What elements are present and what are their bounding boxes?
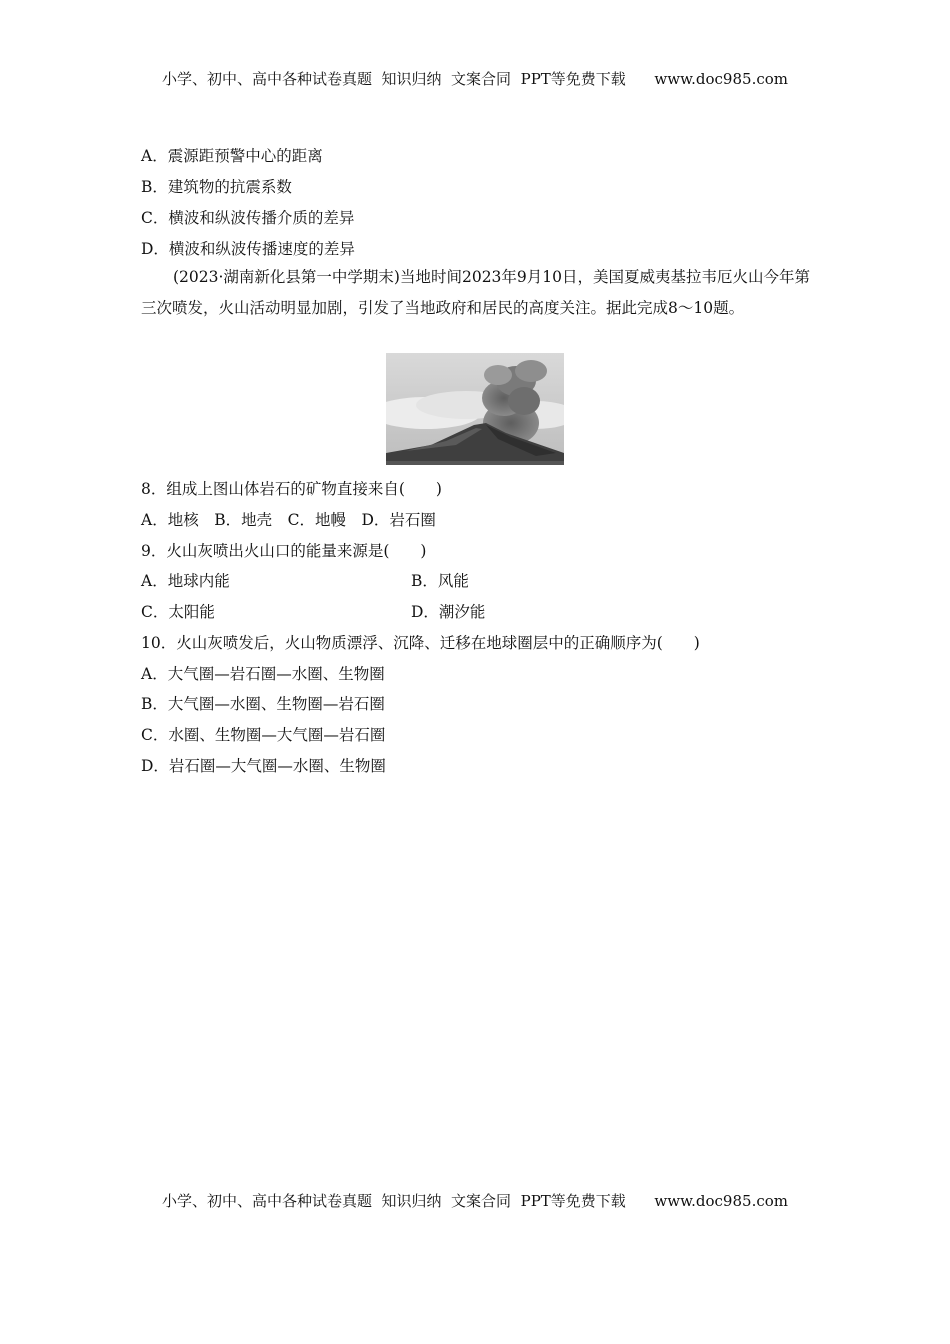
prev-option-a: A．震源距预警中心的距离 <box>141 147 323 165</box>
volcano-eruption-photo <box>386 353 564 465</box>
q8-stem: 8．组成上图山体岩石的矿物直接来自( ) <box>141 480 442 498</box>
q10-stem: 10．火山灰喷发后，火山物质漂浮、沉降、迁移在地球圈层中的正确顺序为( ) <box>141 634 700 652</box>
prev-option-d: D．横波和纵波传播速度的差异 <box>141 240 355 258</box>
prev-option-c: C．横波和纵波传播介质的差异 <box>141 209 355 227</box>
q9-stem: 9．火山灰喷出火山口的能量来源是( ) <box>141 542 427 560</box>
intro-paragraph: (2023·湖南新化县第一中学期末)当地时间2023年9月10日，美国夏威夷基拉韦厄火山今年第三次喷发，火山活动明显加剧，引发了当地政府和居民的高度关注。据此完成8～10题。 <box>141 268 811 317</box>
q10-option-a: A．大气圈—岩石圈—水圈、生物圈 <box>141 665 385 683</box>
q10-option-b: B．大气圈—水圈、生物圈—岩石圈 <box>141 695 385 713</box>
page-header: 小学、初中、高中各种试卷真题 知识归纳 文案合同 PPT等免费下载 www.doc985.com <box>161 70 788 88</box>
q9-option-b: B．风能 <box>411 572 469 590</box>
prev-option-b: B．建筑物的抗震系数 <box>141 178 292 196</box>
q9-option-c: C．太阳能 <box>141 603 215 621</box>
q10-option-d: D．岩石圈—大气圈—水圈、生物圈 <box>141 757 386 775</box>
q10-option-c: C．水圈、生物圈—大气圈—岩石圈 <box>141 726 386 744</box>
q9-option-a: A．地球内能 <box>141 572 230 590</box>
q8-options: A．地核 B．地壳 C．地幔 D．岩石圈 <box>141 511 436 529</box>
q9-option-d: D．潮汐能 <box>411 603 486 621</box>
page-footer: 小学、初中、高中各种试卷真题 知识归纳 文案合同 PPT等免费下载 www.doc985.com <box>161 1192 788 1210</box>
